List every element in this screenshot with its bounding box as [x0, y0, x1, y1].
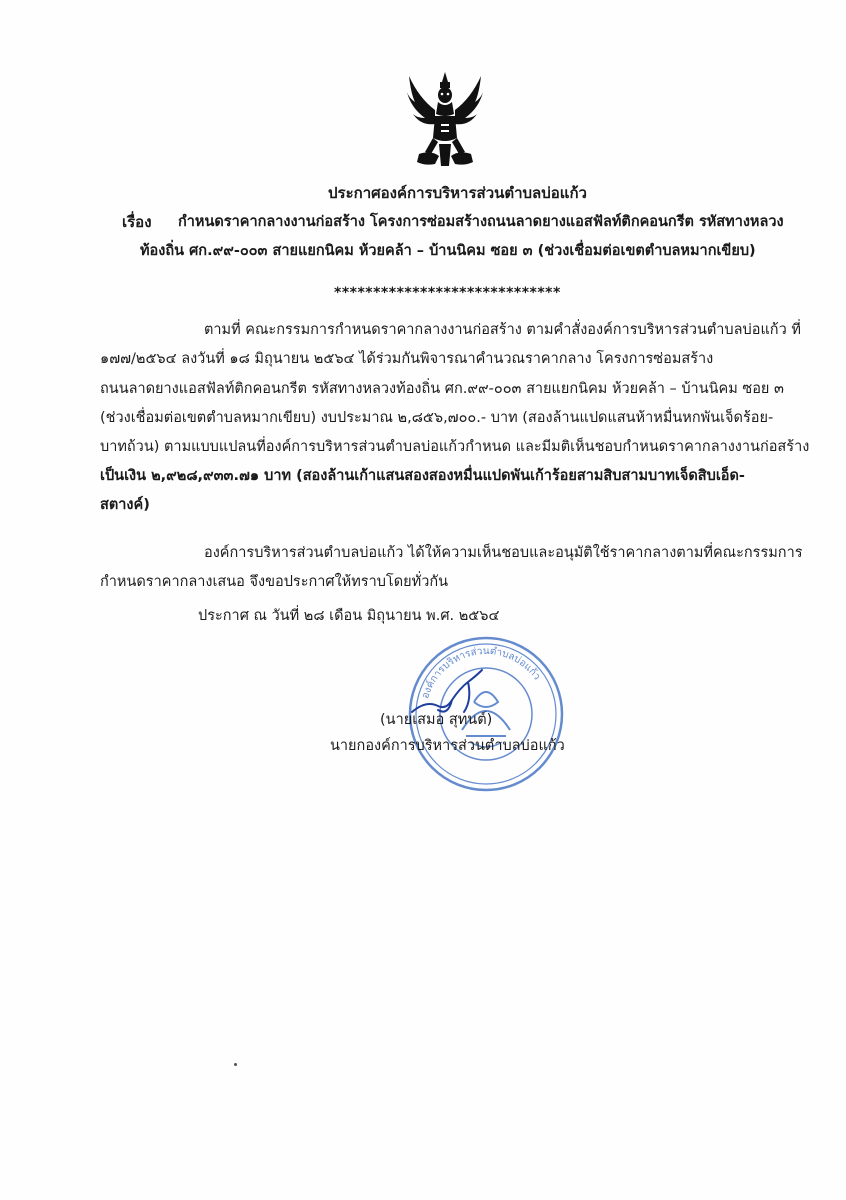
document-title: ประกาศองค์การบริหารส่วนตำบลบ่อแก้ว	[328, 184, 587, 202]
body-line-6-amount: เป็นเงิน ๒,๙๒๘,๙๓๓.๗๑ บาท (สองล้านเก้าแสนสองสองหมื่นแปดพันเก้าร้อยสามสิบสามบาทเจ็ดสิบเอ็ด-	[100, 468, 745, 484]
body-line-7: สตางค์)	[100, 497, 150, 513]
body-para2-line-1: องค์การบริหารส่วนตำบลบ่อแก้ว ได้ให้ความเห็นชอบและอนุมัติใช้ราคากลางตามที่คณะกรรมการ	[204, 545, 803, 561]
body-line-4: (ช่วงเชื่อมต่อเขตตำบลหมากเขียบ) งบประมาณ ๒,๘๕๖,๗๐๐.- บาท (สองล้านแปดแสนห้าหมื่นหกพันเจ็ดร้อย-	[100, 410, 774, 426]
garuda-emblem-icon	[405, 68, 485, 172]
body-line-2: ๑๗๗/๒๕๖๔ ลงวันที่ ๑๘ มิถุนายน ๒๕๖๔ ได้ร่วมกันพิจารณาคำนวณราคากลาง โครงการซ่อมสร้าง	[100, 351, 714, 367]
ink-speck	[234, 1063, 237, 1066]
subject-label: เรื่อง	[122, 213, 152, 231]
subject-line-2: ท้องถิ่น ศก.๙๙-๐๐๓ สายแยกนิคม ห้วยคล้า – บ้านนิคม ซอย ๓ (ช่วงเชื่อมต่อเขตตำบลหมากเขียบ)	[140, 243, 756, 259]
body-line-1: ตามที่ คณะกรรมการกำหนดราคากลางงานก่อสร้าง ตามคำสั่งองค์การบริหารส่วนตำบลบ่อแก้ว ที่	[204, 322, 801, 338]
body-line-3: ถนนลาดยางแอสฟัลท์ติกคอนกรีต รหัสทางหลวงท้องถิ่น ศก.๙๙-๐๐๓ สายแยกนิคม ห้วยคล้า – บ้านนิคม ซอย ๓	[100, 381, 784, 397]
subject-line-1: กำหนดราคากลางงานก่อสร้าง โครงการซ่อมสร้างถนนลาดยางแอสฟัลท์ติกคอนกรีต รหัสทางหลวง	[178, 214, 784, 230]
signatory-position: นายกองค์การบริหารส่วนตำบลบ่อแก้ว	[330, 738, 565, 754]
svg-text:องค์การบริหารส่วนตำบลบ่อแก้ว: องค์การบริหารส่วนตำบลบ่อแก้ว	[420, 645, 543, 701]
signatory-name: (นายเสมอ สุทนต์)	[380, 712, 493, 728]
body-para2-line-2: กำหนดราคากลางเสนอ จึงขอประกาศให้ทราบโดยทั่วกัน	[100, 574, 449, 590]
separator: *****************************	[334, 285, 561, 301]
announce-date: ประกาศ ณ วันที่ ๒๘ เดือน มิถุนายน พ.ศ. ๒๕๖๔	[198, 608, 500, 624]
body-line-5: บาทถ้วน) ตามแบบแปลนที่องค์การบริหารส่วนตำบลบ่อแก้วกำหนด และมีมติเห็นชอบกำหนดราคากลางงานก่อสร้าง	[100, 439, 810, 455]
